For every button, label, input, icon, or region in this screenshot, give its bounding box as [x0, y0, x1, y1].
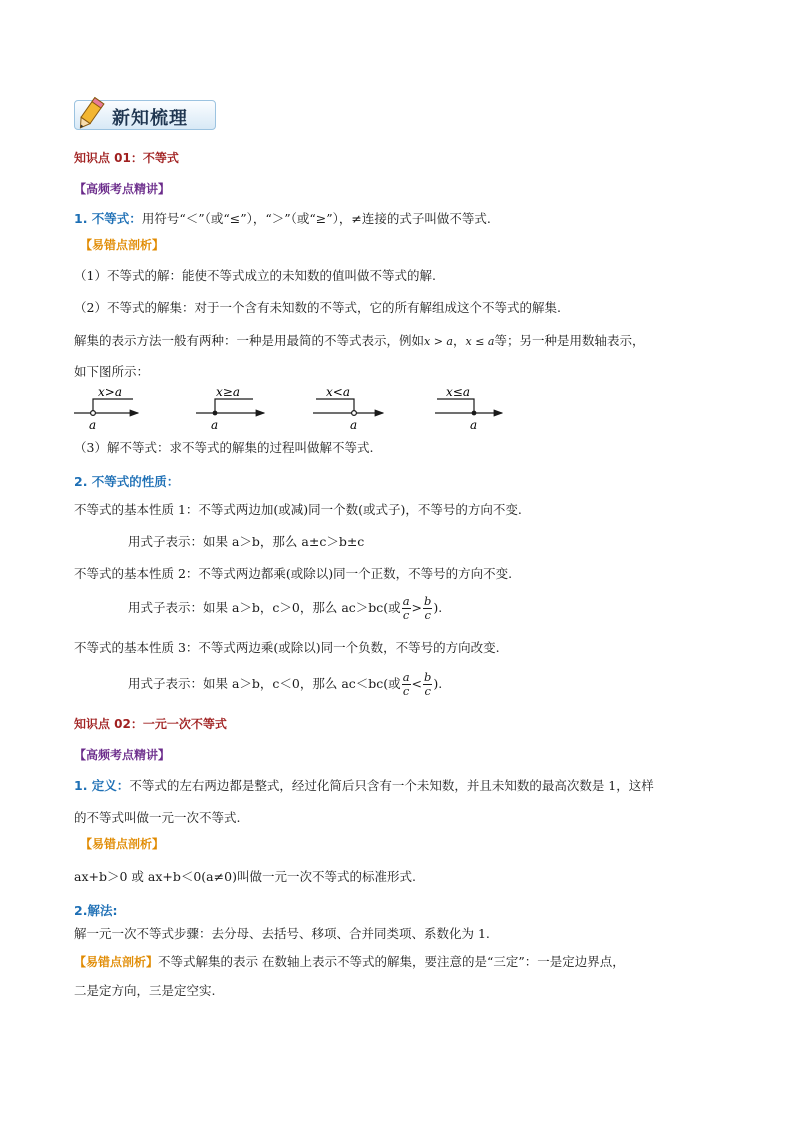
nl2-point: a	[211, 418, 219, 432]
kp1-definition	[74, 211, 491, 227]
prop2-expr: 用式子表示：如果 a＞b，c＞0，那么 ac＞bc(或 $\frac{a}{c}$ > $\frac{b}{c}$ ).	[128, 594, 443, 622]
kp1-item3: （3）解不等式：求不等式的解集的过程叫做解不等式.	[74, 440, 374, 455]
kp1-title: 知识点 01：不等式	[74, 151, 179, 165]
number-line-x-gt-a	[74, 385, 138, 432]
prop2: 不等式的基本性质 2：不等式两边都乘(或除以)同一个正数，不等号的方向不变.	[74, 566, 513, 581]
fraction-a-over-c: $\frac{a}{c}$	[402, 594, 410, 622]
section-title: 新知梳理	[112, 108, 188, 129]
kp2-definition-line1: 1. 定义：不等式的左右两边都是整式，经过化简后只含有一个未知数，并且未知数的最高次数是 1，这样	[74, 778, 654, 793]
fraction-a-over-c: $\frac{a}{c}$	[402, 670, 410, 698]
number-line-diagram	[70, 384, 520, 438]
fraction-b-over-c: $\frac{b}{c}$	[424, 670, 432, 698]
number-line-x-le-a	[435, 385, 502, 432]
kp2-def-label: 1. 定义：	[74, 778, 130, 793]
def-text: 用符号“＜”（或“≤”），“＞”（或“≥”），≠连接的式子叫做不等式.	[141, 211, 491, 226]
kp1-tag-frequent: 【高频考点精讲】	[74, 182, 171, 196]
prop1: 不等式的基本性质 1：不等式两边加(或减)同一个数(或式子)，不等号的方向不变.	[74, 502, 522, 517]
number-line-x-ge-a	[196, 385, 264, 432]
repr-ex1: x > a	[424, 335, 453, 348]
nl3-point: a	[350, 418, 358, 432]
kp2-method-text: 解一元一次不等式步骤：去分母、去括号、移项、合并同类项、系数化为 1.	[74, 926, 490, 941]
prop3-expr: 用式子表示：如果 a＞b，c＜0，那么 ac＜bc(或 $\frac{a}{c}$ < $\frac{b}{c}$ ).	[128, 670, 443, 698]
nl3-label: x<a	[326, 385, 350, 399]
kp2-note-line1: 【易错点剖析】不等式解集的表示 在数轴上表示不等式的解集，要注意的是“三定”：一是定边界点，	[74, 954, 625, 969]
kp1-repr-line2: 如下图所示：	[74, 364, 150, 379]
number-line-x-lt-a	[313, 385, 383, 432]
kp1-item2: （2）不等式的解集：对于一个含有未知数的不等式，它的所有解组成这个不等式的解集.	[74, 300, 561, 315]
kp2-note-line2: 二是定方向，三是定空实.	[74, 983, 216, 998]
def-label: 1. 不等式：	[74, 211, 142, 226]
kp2-tag-frequent: 【高频考点精讲】	[74, 748, 171, 762]
nl4-label: x≤a	[446, 385, 470, 399]
kp2-tag-mistake: 【易错点剖析】	[80, 837, 165, 851]
pencil-icon	[70, 96, 110, 138]
props-label: 2. 不等式的性质：	[74, 474, 180, 489]
repr-ex2: x ≤ a	[465, 335, 495, 348]
nl1-label: x>a	[98, 385, 122, 399]
nl2-label: x≥a	[216, 385, 240, 399]
kp2-definition-line2: 的不等式叫做一元一次不等式.	[74, 810, 241, 825]
kp2-tag-mistake-inline: 【易错点剖析】	[74, 955, 159, 969]
kp1-item1: （1）不等式的解：能使不等式成立的未知数的值叫做不等式的解.	[74, 268, 436, 283]
prop3: 不等式的基本性质 3：不等式两边乘(或除以)同一个负数，不等号的方向改变.	[74, 640, 500, 655]
nl4-point: a	[470, 418, 478, 432]
kp2-standard-form: ax+b＞0 或 ax+b＜0(a≠0)叫做一元一次不等式的标准形式.	[74, 869, 416, 884]
kp1-tag-mistake: 【易错点剖析】	[80, 238, 165, 252]
fraction-b-over-c: $\frac{b}{c}$	[424, 594, 432, 622]
prop1-expr: 用式子表示：如果 a＞b，那么 a±c＞b±c	[128, 534, 365, 549]
kp2-method-label: 2.解法:	[74, 903, 118, 918]
kp2-title: 知识点 02：一元一次不等式	[74, 717, 227, 731]
nl1-point: a	[89, 418, 97, 432]
kp1-repr-line1: 解集的表示方法一般有两种：一种是用最简的不等式表示，例如x > a，x ≤ a等；另一种是用数轴表示，	[74, 333, 645, 348]
